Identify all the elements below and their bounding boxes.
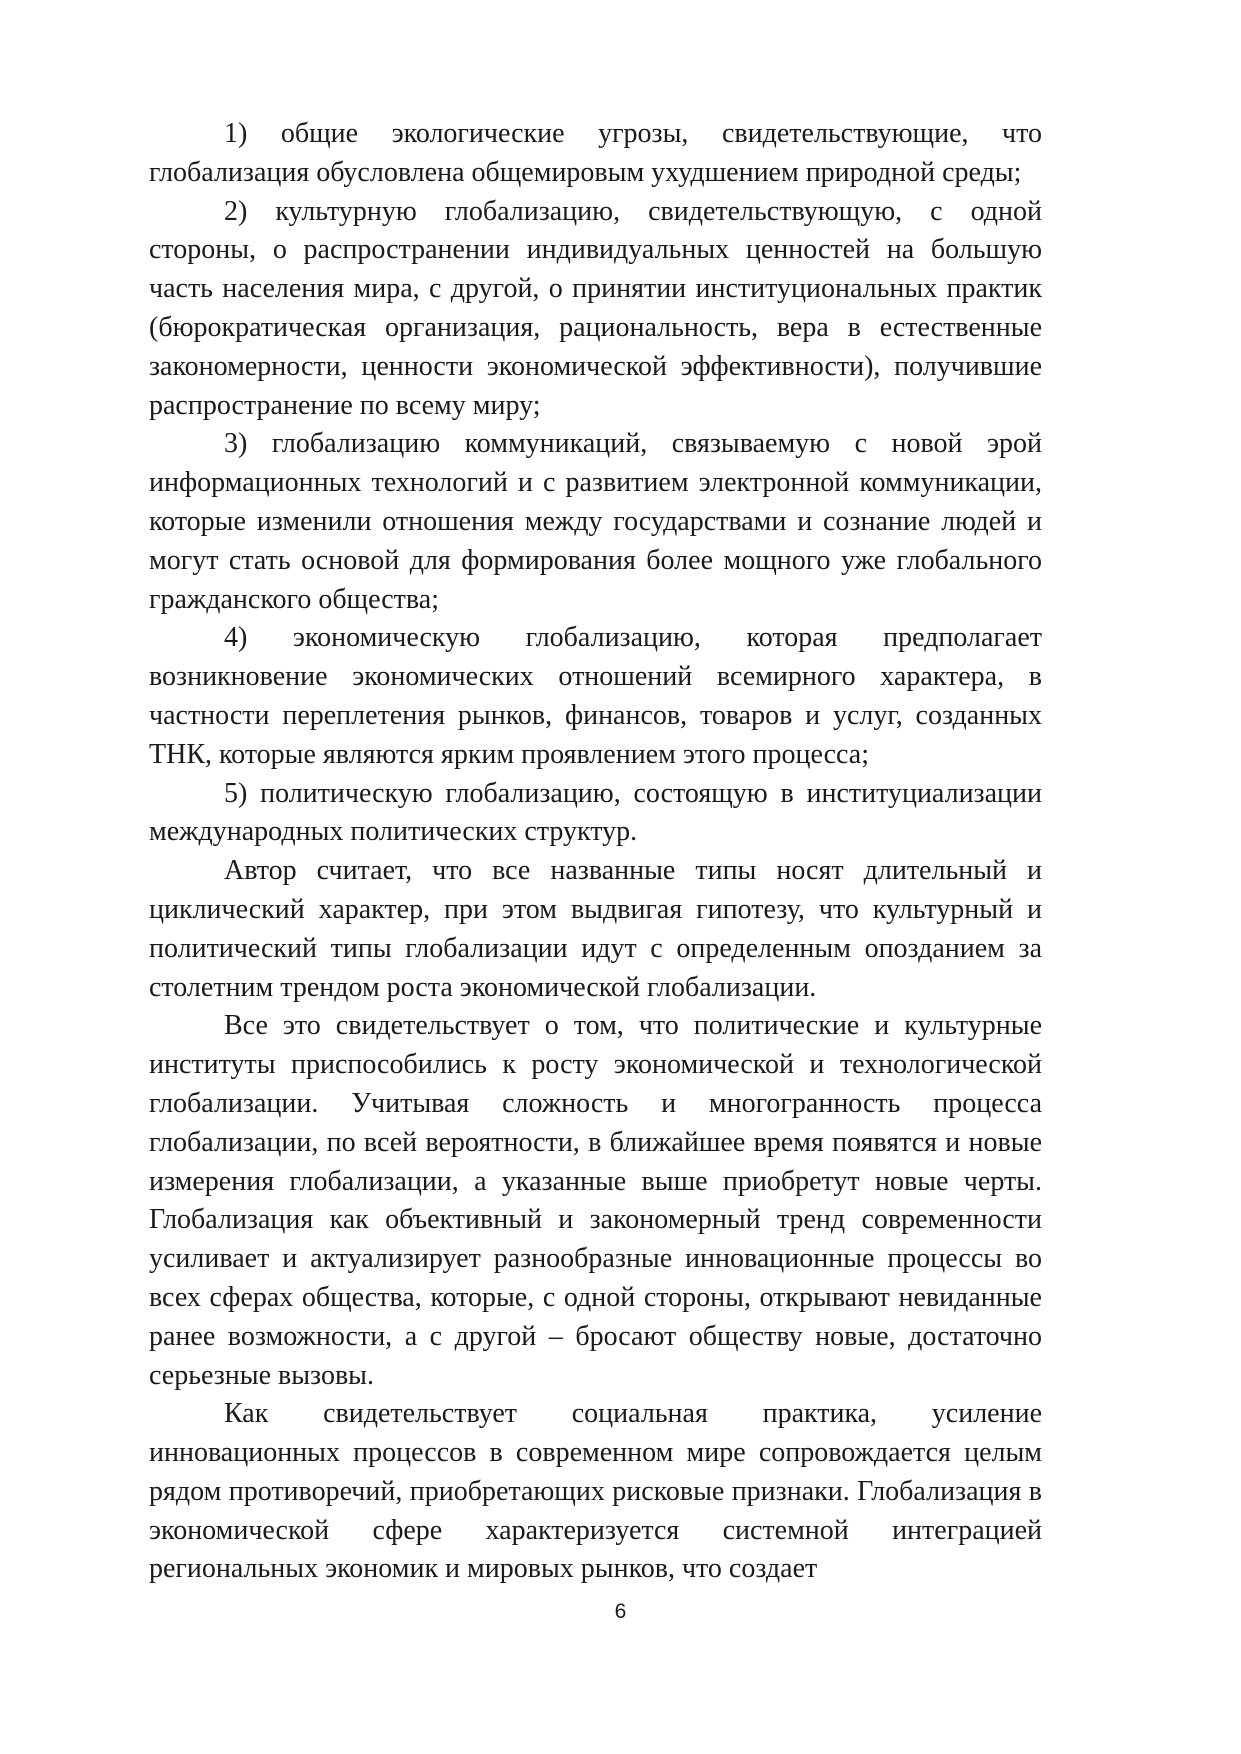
paragraph-economic-globalization: 4) экономическую глобализацию, которая предполагает возникновение экономических отношений всемирного характера, в частности переплетения рынков, финансов, товаров и услуг, созданных ТНК, которые являются ярким проявлением этого процесса; [149, 622, 1042, 770]
page-body [149, 115, 1042, 1589]
paragraph-social-practice: Как свидетельствует социальная практика, усиление инновационных процессов в современном мире сопровождается целым рядом противоречий, приобретающих рисковые признаки. Глобализация в экономической сфере характеризуется системной интеграцией региональных экономик и мировых рынков, что создает [149, 1398, 1042, 1585]
paragraph-cultural-globalization: 2) культурную глобализацию, свидетельствующую, с одной стороны, о распространении индивидуальных ценностей на большую часть населения мира, с другой, о принятии институциональных практик (бюрократическая организация, рациональность, вера в естественные закономерности, ценности экономической эффективности), получившие распространение по всему миру; [149, 195, 1042, 421]
page-number: 6 [614, 1600, 627, 1623]
paragraph-ecological-threats: 1) общие экологические угрозы, свидетельствующие, что глобализация обусловлена общемировым ухудшением природной среды; [149, 118, 1042, 188]
paragraph-author-opinion: Автор считает, что все названные типы носят длительный и циклический характер, при этом выдвигая гипотезу, что культурный и политический типы глобализации идут с определенным опозданием за столетним трендом роста экономической глобализации. [149, 855, 1042, 1003]
paragraph-communications-globalization: 3) глобализацию коммуникаций, связываемую с новой эрой информационных технологий и с развитием электронной коммуникации, которые изменили отношения между государствами и сознание людей и могут стать основой для формирования более мощного уже глобального гражданского общества; [149, 428, 1042, 615]
paragraph-political-globalization: 5) политическую глобализацию, состоящую в институциализации международных политических структур. [149, 777, 1042, 848]
paragraph-institutions-adaptation: Все это свидетельствует о том, что политические и культурные институты приспособились к росту экономической и технологической глобализации. Учитывая сложность и многогранность процесса глобализации, по всей вероятности, в ближайшее время появятся и новые измерения глобализации, а указанные выше приобретут новые черты. Глобализация как объективный и закономерный тренд современности усиливает и актуализирует разнообразные инновационные процессы во всех сферах общества, которые, с одной стороны, открывают невиданные ранее возможности, а с другой – бросают обществу новые, достаточно серьезные вызовы. [149, 1010, 1042, 1391]
